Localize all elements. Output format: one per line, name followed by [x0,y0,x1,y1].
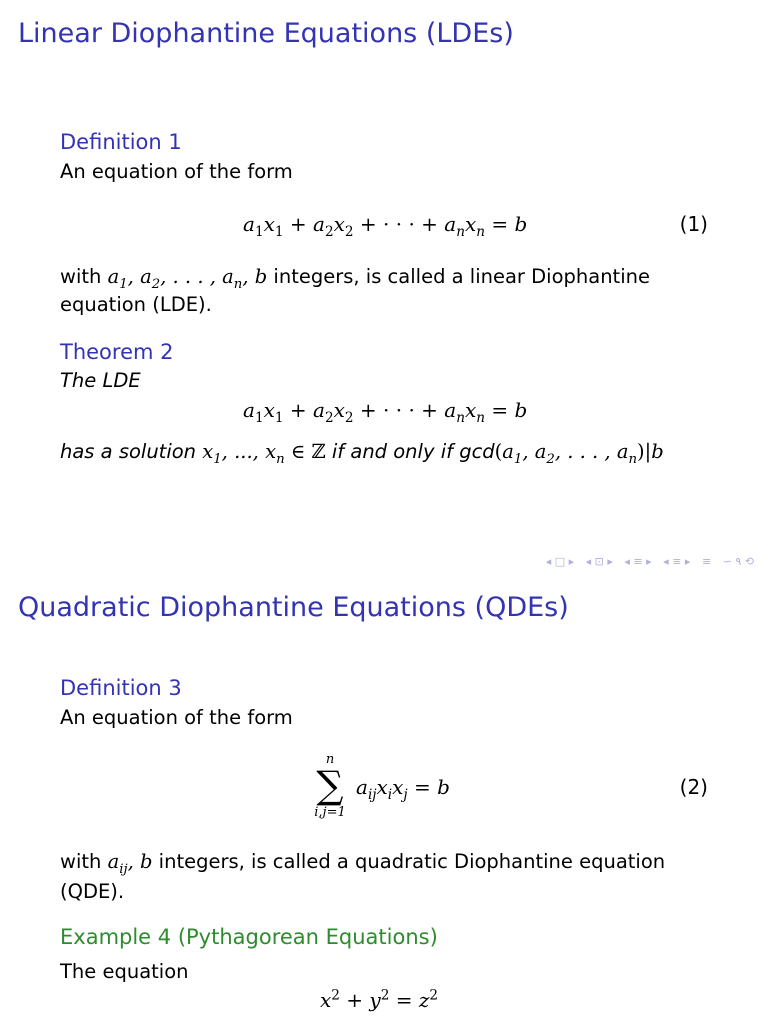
nav-search-icon[interactable]: ∽ ۹ ⟲ [722,555,754,568]
example-4-text: The equation [60,960,189,983]
qde-equation: $a_{ij}x_ix_j = b$ [356,775,450,803]
nav-frame-icon[interactable]: ◂ □ ▸ [545,555,575,568]
slide-title-lde: Linear Diophantine Equations (LDEs) [18,18,514,49]
nav-toc-icon[interactable]: ≡ [701,555,712,568]
definition-3-title: Definition 3 [60,676,182,700]
summation-symbol: n ∑ i,j=1 [314,752,346,820]
definition-1-continuation: with $a_1$, $a_2$, . . . , $a_n$, b integers, is called a linear Diophantine [60,265,650,292]
lde-equation-1: $a_1x_1 + a_2x_2$ + · · · + $a_nx_n = b$ [243,212,528,240]
nav-document-icon[interactable]: ◂ ≡ ▸ [663,555,691,568]
definition-3-end: (QDE). [60,880,125,903]
theorem-2-statement: has a solution $x_1$, ..., $x_n$ ∈ ℤ if and only if $\gcd(a_1$, $a_2$, . . . , $a_n)|b$ [60,440,664,467]
theorem-2-title: Theorem 2 [60,340,174,364]
theorem-2-text: The LDE [60,369,141,392]
nav-section-icon[interactable]: ◂ ≡ ▸ [624,555,652,568]
definition-1-text: An equation of the form [60,160,293,183]
example-4-title: Example 4 (Pythagorean Equations) [60,925,438,949]
equation-number-2: (2) [679,775,708,799]
pythagorean-equation: $x^2 + y^2 = z^2$ [320,987,439,1012]
lde-equation-2: $a_1x_1 + a_2x_2$ + · · · + $a_nx_n = b$ [243,398,528,426]
definition-1-title: Definition 1 [60,130,182,154]
equation-number-1: (1) [679,212,708,236]
beamer-navigation-bar[interactable] [542,555,758,568]
definition-3-text: An equation of the form [60,706,293,729]
slide-title-qde: Quadratic Diophantine Equations (QDEs) [18,592,569,623]
nav-subsection-icon[interactable]: ◂ ⊡ ▸ [585,555,613,568]
definition-1-end: equation (LDE). [60,293,212,316]
definition-3-continuation: with $a_{ij}$, b integers, is called a quadratic Diophantine equation [60,850,666,877]
